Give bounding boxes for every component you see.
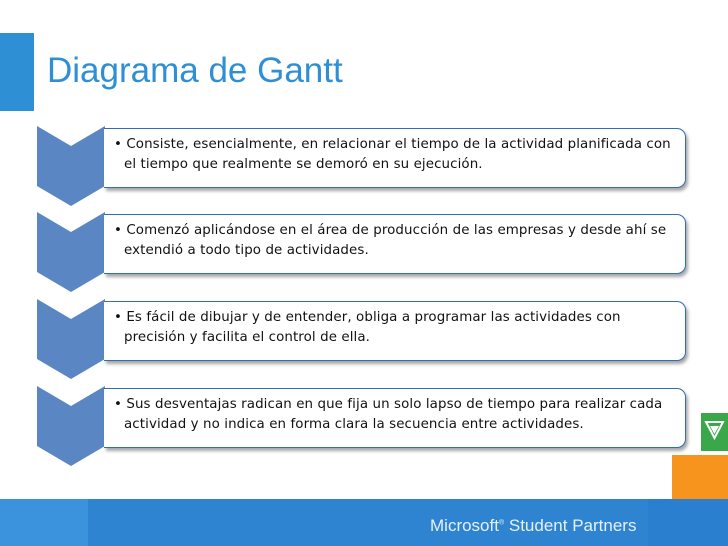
list-item [104,301,686,361]
list-item [104,388,686,448]
logo-badge-icon [701,413,728,451]
footer-band-left [0,499,88,546]
logo-suffix: Student Partners [508,516,637,535]
slide-title: Diagrama de Gantt [47,51,343,90]
list-item-text: • Es fácil de dibujar y de entender, obliga a programar las actividades con precisión y facilita el control de ella. [114,310,621,345]
chevron-arrow-1 [37,126,105,206]
list-item-text: • Comenzó aplicándose en el área de producción de las empresas y desde ahí se extendió a todo tipo de actividades. [114,223,667,258]
left-accent-bar [0,33,34,111]
orange-square [672,455,728,499]
chevron-arrow-4 [37,386,105,466]
logo-brand: Microsoft [430,516,499,535]
chevron-arrow-2 [37,212,105,292]
list-item [104,214,686,274]
list-item-text: • Sus desventajas radican en que fija un solo lapso de tiempo para realizar cada actividad y no indica en forma clara la secuencia entre actividades. [114,397,663,432]
chevron-arrow-3 [37,299,105,379]
list-item [104,128,686,188]
microsoft-student-partners-logo: Microsoft® Student Partners [430,516,637,535]
list-item-text: • Consiste, esencialmente, en relacionar el tiempo de la actividad planificada con el tiempo que realmente se demoró en su ejecución. [114,137,671,172]
